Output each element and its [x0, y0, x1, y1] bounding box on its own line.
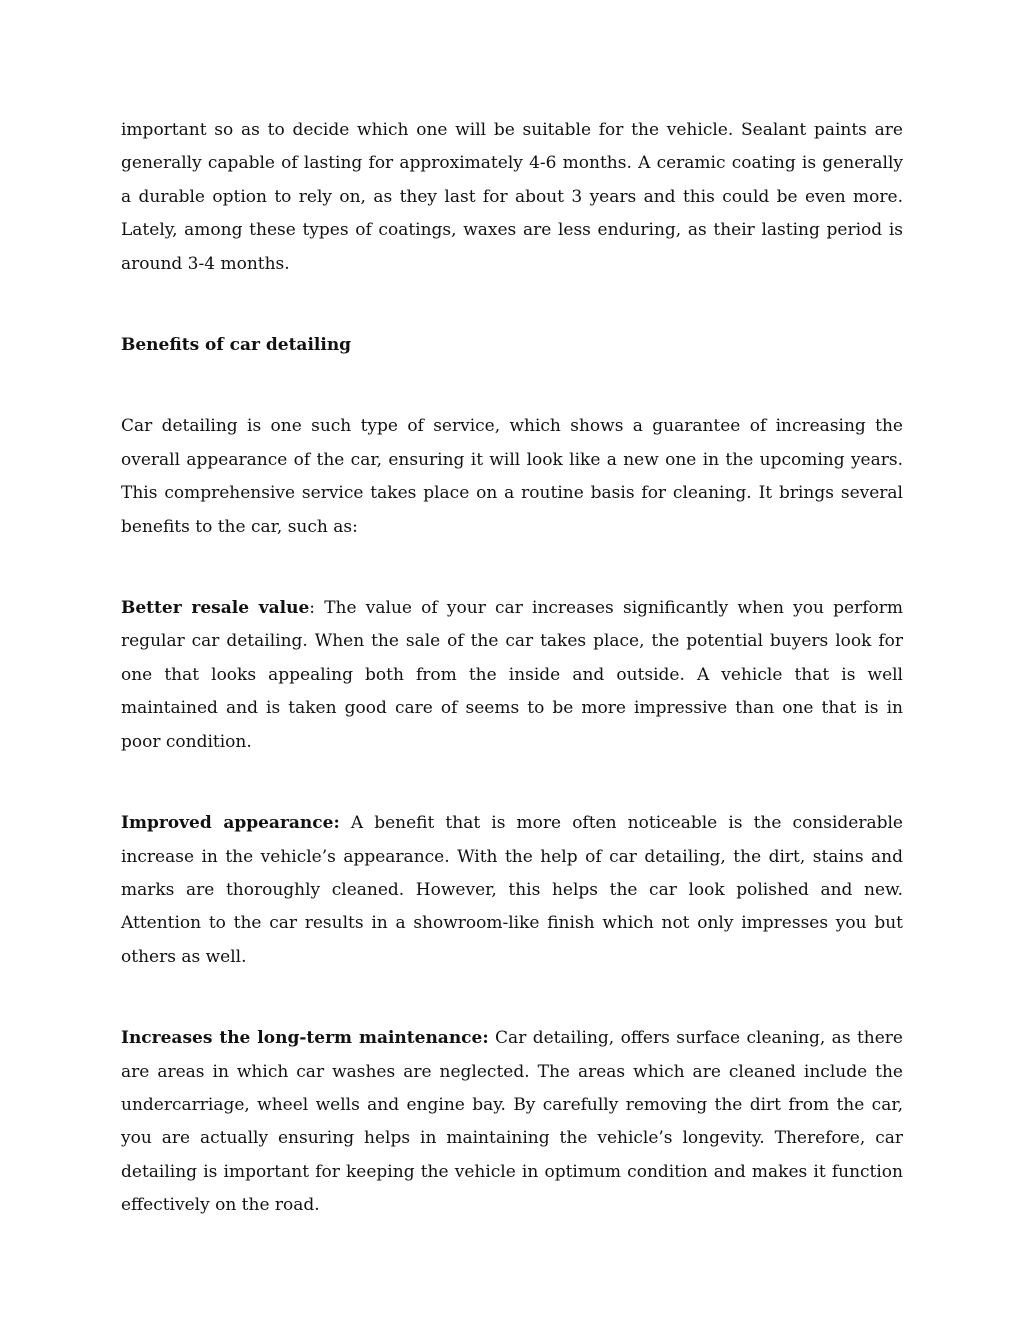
intro-paragraph: important so as to decide which one will be suitable for the vehicle. Sealant paints are generally capable of lasting for approximately 4-6 months. A ceramic coating is generally a durable option to rely on, as they last for about 3 years and this could be even more. Lately, among these types of coatings, waxes are less enduring, as their lasting period is around 3-4 months.: [121, 120, 903, 274]
document-page: [121, 114, 903, 1223]
benefit-text: : The value of your car increases significantly when you perform regular car detailing. When the sale of the car takes place, the potential buyers look for one that looks appealing both from the inside and outside. A vehicle that is well maintained and is taken good care of seems to be more impressive than one that is in poor condition.: [121, 598, 903, 752]
benefit-text: A benefit that is more often noticeable is the considerable increase in the vehicle’s appearance. With the help of car detailing, the dirt, stains and marks are thoroughly cleaned. However, this helps the car look polished and new. Attention to the car results in a showroom-like finish which not only impresses you but others as well.: [121, 813, 903, 967]
benefit-title: Improved appearance:: [121, 813, 340, 834]
benefit-paragraph-resale: [121, 592, 903, 759]
benefit-title: Better resale value: [121, 598, 310, 619]
benefit-title: Increases the long-term maintenance:: [121, 1028, 489, 1049]
section-heading: Benefits of car detailing: [121, 335, 352, 356]
benefit-paragraph-appearance: [121, 807, 903, 974]
overview-paragraph: Car detailing is one such type of service, which shows a guarantee of increasing the overall appearance of the car, ensuring it will look like a new one in the upcoming years. This comprehensive service takes place on a routine basis for cleaning. It brings several benefits to the car, such as:: [121, 416, 903, 537]
benefit-text: Car detailing, offers surface cleaning, as there are areas in which car washes are neglected. The areas which are cleaned include the undercarriage, wheel wells and engine bay. By carefully removing the dirt from the car, you are actually ensuring helps in maintaining the vehicle’s longevity. Therefore, car detailing is important for keeping the vehicle in optimum condition and makes it function effectively on the road.: [121, 1028, 903, 1216]
benefit-paragraph-maintenance: [121, 1022, 903, 1222]
